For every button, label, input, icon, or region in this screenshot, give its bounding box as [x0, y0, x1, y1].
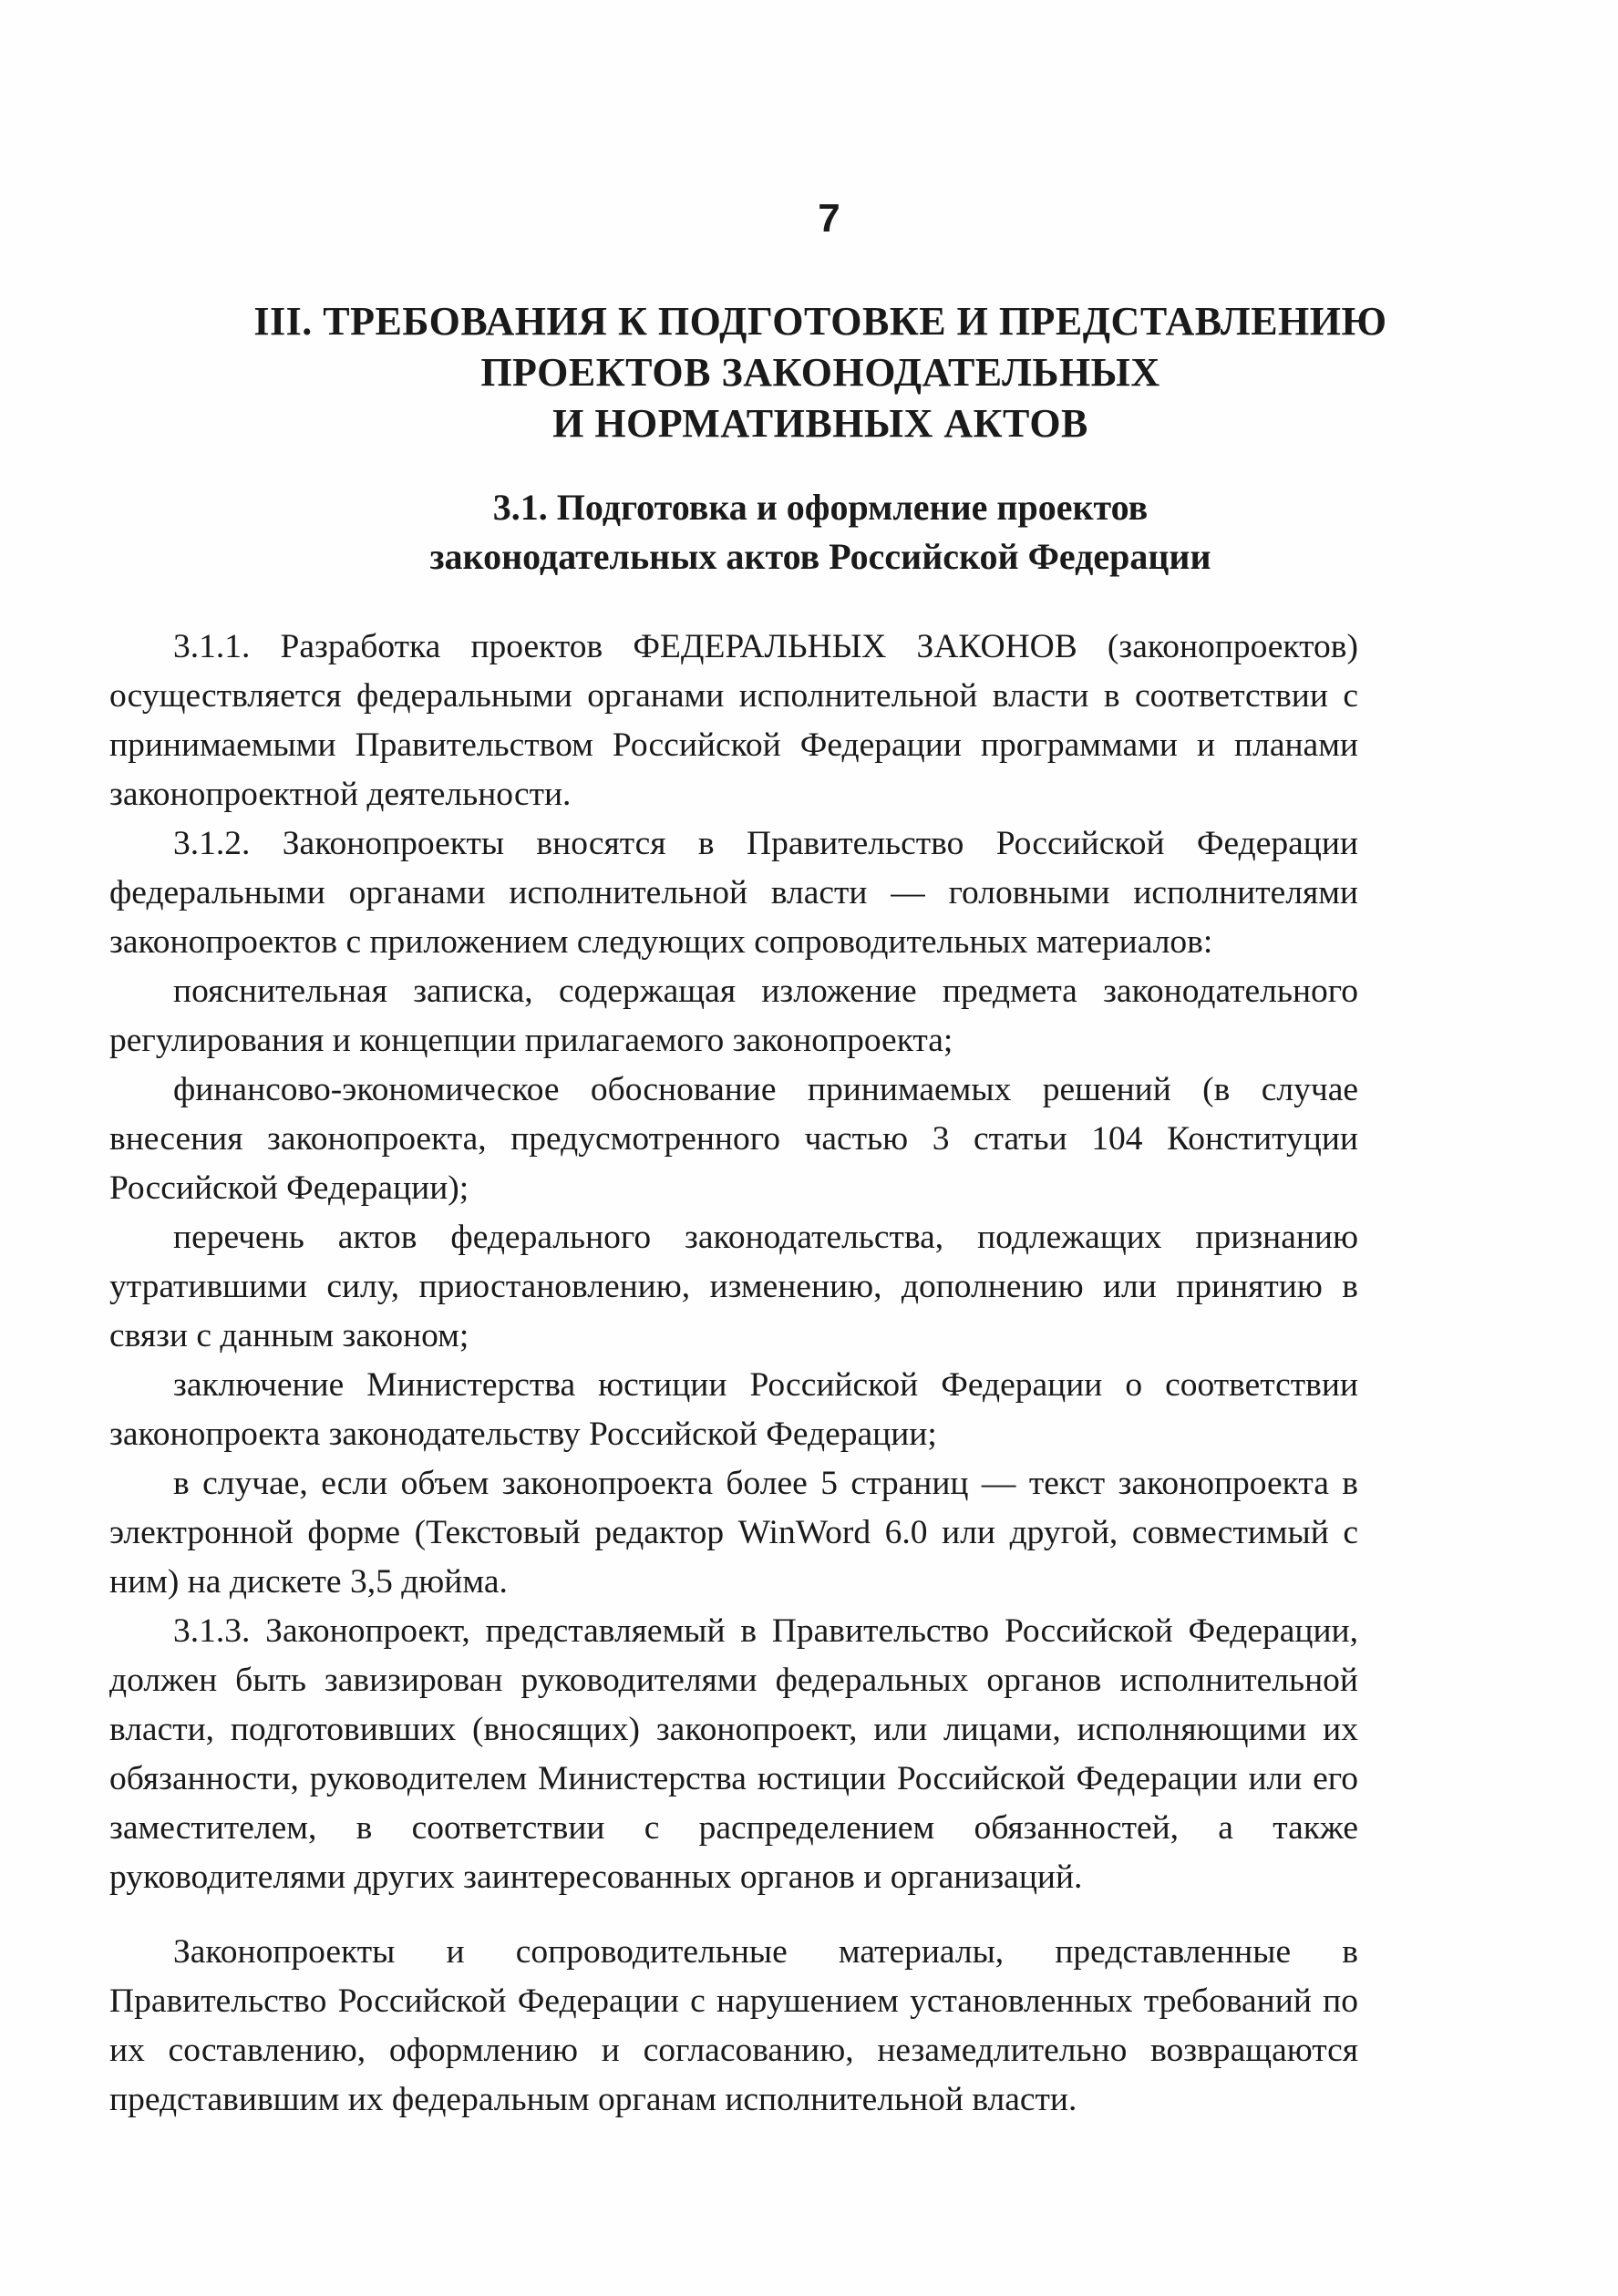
- list-item-acts-list: перечень актов федерального законодательства, подлежащих признанию утратившими силу, приостановлению, изменению, дополнению или принятию в связи с данным законом;: [109, 1219, 1358, 1354]
- list-item-explanatory-note: пояснительная записка, содержащая изложение предмета законодательного регулирования и концепции прилагаемого законопроекта;: [109, 973, 1358, 1059]
- section-title: [137, 483, 1504, 582]
- page-number: 7: [818, 196, 840, 241]
- section-title-line-2: законодательных актов Российской Федерации: [429, 536, 1211, 577]
- list-item-electronic-form: в случае, если объем законопроекта более 5 страниц — текст законопроекта в электронной форме (Текстовый редактор WinWord 6.0 или другой, совместимый с ним) на дискете 3,5 дюйма.: [109, 1465, 1358, 1601]
- list-item-financial-justification: финансово-экономическое обоснование принимаемых решений (в случае внесения законопроекта, предусмотренного частью 3 статьи 104 Конституции Российской Федерации);: [109, 1071, 1358, 1207]
- paragraph-return-clause: Законопроекты и сопроводительные материалы, представленные в Правительство Российской Федерации с нарушением установленных требований по их составлению, оформлению и согласованию, незамедлительно возвращаются представившим их федеральным органам исполнительной власти.: [109, 1933, 1358, 2118]
- chapter-title-line-3: И НОРМАТИВНЫХ АКТОВ: [552, 401, 1088, 446]
- paragraph-3-1-3: 3.1.3. Законопроект, представляемый в Правительство Российской Федерации, должен быть завизирован руководителями федеральных органов исполнительной власти, подготовивших (вносящих) законопроект, или лицами, исполняющими их обязанности, руководителем Министерства юстиции Российской Федерации или его заместителем, в соответствии с распределением обязанностей, а также руководителями других заинтересованных органов и организаций.: [109, 1612, 1358, 1896]
- section-title-line-1: 3.1. Подготовка и оформление проектов: [492, 487, 1149, 528]
- list-item-justice-ministry-conclusion: заключение Министерства юстиции Российской Федерации о соответствии законопроекта законодательству Российской Федерации;: [109, 1366, 1358, 1453]
- paragraph-3-1-2: 3.1.2. Законопроекты вносятся в Правительство Российской Федерации федеральными органами исполнительной власти — головными исполнителями законопроектов с приложением следующих сопроводительных материалов:: [109, 825, 1358, 961]
- chapter-title: [137, 296, 1504, 449]
- document-body: [109, 623, 1358, 2125]
- chapter-title-line-2: ПРОЕКТОВ ЗАКОНОДАТЕЛЬНЫХ: [480, 350, 1160, 395]
- chapter-title-line-1: III. ТРЕБОВАНИЯ К ПОДГОТОВКЕ И ПРЕДСТАВЛЕНИЮ: [253, 299, 1387, 344]
- paragraph-3-1-1: 3.1.1. Разработка проектов ФЕДЕРАЛЬНЫХ ЗАКОНОВ (законопроектов) осуществляется федеральными органами исполнительной власти в соответствии с принимаемыми Правительством Российской Федерации программами и планами законопроектной деятельности.: [109, 628, 1358, 813]
